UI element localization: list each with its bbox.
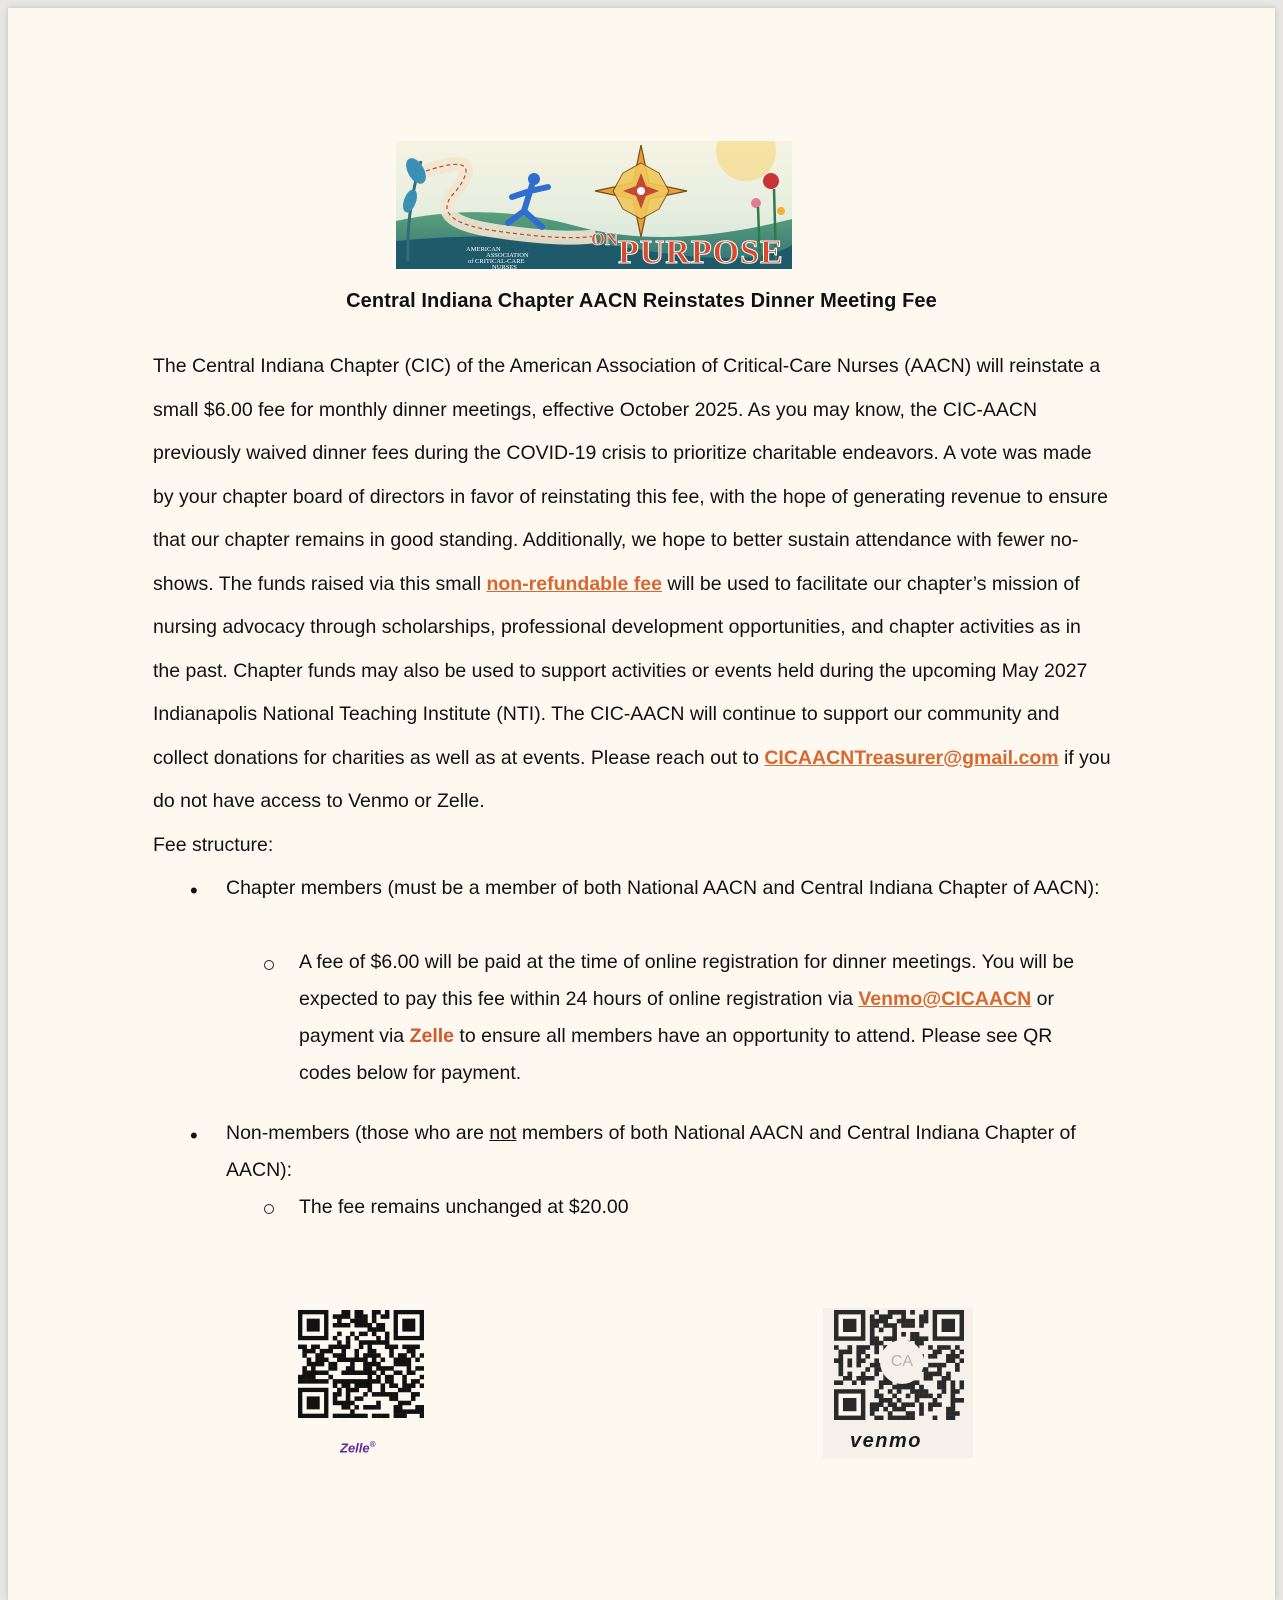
non-members-bullet-text bbox=[226, 1115, 1106, 1189]
sub-bullet-circle bbox=[264, 960, 274, 970]
non-members-part-1: Non-members (those who are bbox=[226, 1122, 490, 1144]
non-members-fee-detail: The fee remains unchanged at $20.00 bbox=[299, 1196, 629, 1218]
members-bullet-text: Chapter members (must be a member of both National AACN and Central Indiana Chapter of AACN): bbox=[226, 877, 1100, 899]
not-underlined-word: not bbox=[489, 1122, 517, 1144]
zelle-qr-code[interactable] bbox=[298, 1310, 424, 1418]
svg-text:of CRITICAL-CARE: of CRITICAL-CARE bbox=[468, 258, 525, 265]
venmo-logo: venmo bbox=[850, 1430, 922, 1452]
non-members-part-2: members of both National AACN and Central Indiana Chapter of AACN): bbox=[226, 1122, 1076, 1181]
svg-text:ASSOCIATION: ASSOCIATION bbox=[486, 252, 529, 259]
bullet-dot: • bbox=[190, 1123, 198, 1148]
on-purpose-banner-image bbox=[396, 141, 792, 269]
body-text-part-1: The Central Indiana Chapter (CIC) of the American Association of Critical-Care Nurses (AACN) will reinstate a small $6.00 fee for monthly dinner meetings, effective October 2025. As you may know, the CIC-AACN previously waived dinner fees during the COVID-19 crisis to prioritize charitable endeavors. A vote was made by your chapter board of directors in favor of reinstating this fee, with the hope of generating revenue to ensure that our chapter remains in good standing. Additionally, we hope to better sustain attendance with fewer no-shows. The funds raised via this small bbox=[153, 355, 1108, 595]
svg-text:AMERICAN: AMERICAN bbox=[466, 246, 501, 253]
svg-text:NURSES: NURSES bbox=[492, 264, 517, 269]
fee-structure-heading: Fee structure: bbox=[153, 834, 274, 856]
zelle-logo: Zelle® bbox=[340, 1440, 376, 1456]
body-paragraph bbox=[153, 345, 1113, 824]
treasurer-email-link[interactable]: CICAACNTreasurer@gmail.com bbox=[764, 746, 1059, 769]
non-refundable-fee-link[interactable]: non-refundable fee bbox=[486, 572, 662, 595]
members-fee-detail bbox=[299, 944, 1109, 1092]
document-page bbox=[8, 8, 1275, 1600]
page-title: Central Indiana Chapter AACN Reinstates Dinner Meeting Fee bbox=[346, 290, 937, 312]
venmo-qr-center-badge: CA bbox=[880, 1340, 924, 1384]
body-text-part-3: if you do not have access to Venmo or Zelle. bbox=[153, 746, 1111, 812]
body-text-part-2: will be used to facilitate our chapter’s mission of nursing advocacy through scholarships, professional development opportunities, and chapter activities as in the past. Chapter funds may also be used to support activities or events held during the upcoming May 2027 Indianapolis National Teaching Institute (NTI). The CIC-AACN will continue to support our community and collect donations for charities as well as at events. Please reach out to bbox=[153, 572, 1088, 769]
bullet-dot: • bbox=[190, 878, 198, 903]
members-detail-part-2: or payment via bbox=[299, 988, 1054, 1047]
sub-bullet-circle bbox=[264, 1204, 274, 1214]
banner-on-text: ON bbox=[591, 229, 618, 249]
banner-purpose-text: PURPOSE bbox=[618, 234, 784, 269]
members-detail-part-1: A fee of $6.00 will be paid at the time of online registration for dinner meetings. You will be expected to pay this fee within 24 hours of online registration via bbox=[299, 951, 1075, 1010]
zelle-text: Zelle bbox=[409, 1025, 454, 1047]
venmo-handle-link[interactable]: Venmo@CICAACN bbox=[858, 988, 1032, 1010]
members-detail-part-3: to ensure all members have an opportunity to attend. Please see QR codes below for payment. bbox=[299, 1025, 1053, 1084]
